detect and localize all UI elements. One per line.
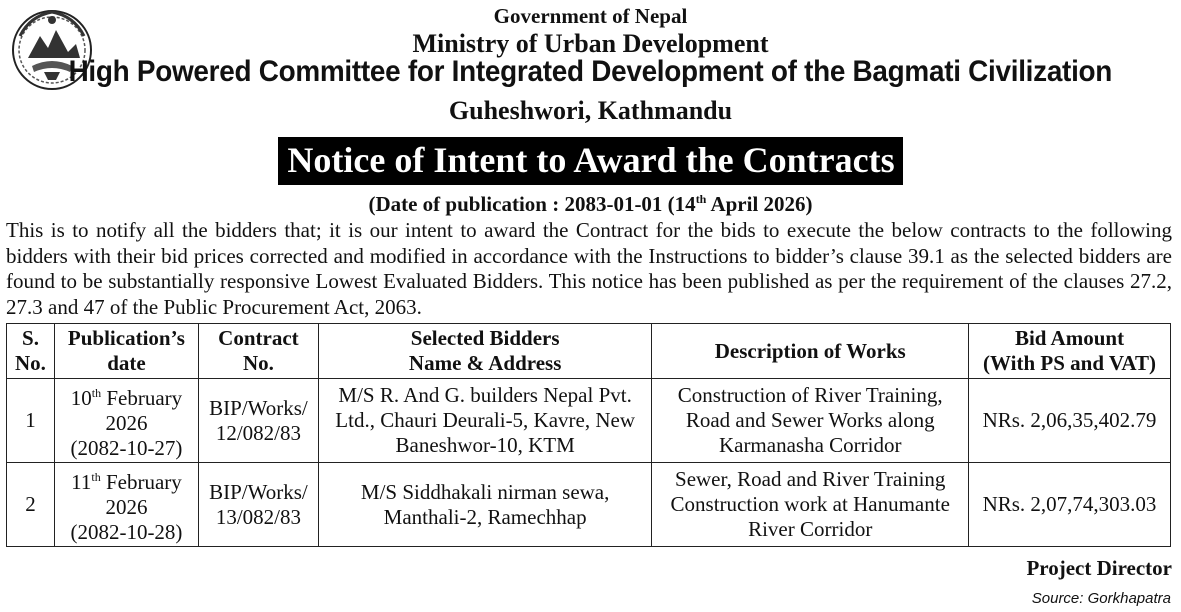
cell-bid-amount: NRs. 2,07,74,303.03 [969, 463, 1171, 547]
publication-date [0, 192, 1181, 217]
cell-bid-amount: NRs. 2,06,35,402.79 [969, 379, 1171, 463]
header-description: Description of Works [652, 324, 969, 379]
cell-description: Construction of River Training, Road and Sewer Works along Karmanasha Corridor [652, 379, 969, 463]
publication-date-prefix: (Date of publication : 2083-01-01 (14 [368, 192, 696, 216]
committee-heading: High Powered Committee for Integrated Development of the Bagmati Civilization [68, 55, 1113, 88]
table-row [7, 379, 1171, 463]
cell-publication-date: 10th February 2026 (2082-10-27) [54, 379, 198, 463]
cell-publication-date: 11th February 2026 (2082-10-28) [54, 463, 198, 547]
cell-sn: 2 [7, 463, 55, 547]
location-heading: Guheshwori, Kathmandu [448, 96, 733, 125]
cell-bidder: M/S R. And G. builders Nepal Pvt. Ltd., Chauri Deurali-5, Kavre, New Baneshwor-10, KTM [318, 379, 652, 463]
header-publication-date: Publication’s date [54, 324, 198, 379]
award-table [6, 323, 1171, 547]
signatory: Project Director [1026, 556, 1172, 580]
ministry-heading: Ministry of Urban Development [412, 29, 769, 58]
government-heading: Government of Nepal [493, 4, 688, 28]
notice-title: Notice of Intent to Award the Contracts [278, 137, 902, 185]
publication-date-suffix: April 2026) [706, 192, 813, 216]
cell-sn: 1 [7, 379, 55, 463]
cell-contract-no: BIP/Works/ 12/082/83 [198, 379, 318, 463]
header-bid-amount: Bid Amount (With PS and VAT) [969, 324, 1171, 379]
notice-body-text: This is to notify all the bidders that; it is our intent to award the Contract for the bids to execute the below contracts to the following bidders with their bid prices corrected and modified in accordance with the Instructions to bidder’s clause 39.1 as the selected bidders are found to be substantially responsive Lowest Evaluated Bidders. This notice has been published as per the requirement of the clauses 27.2, 27.3 and 47 of the Public Procurement Act, 2063. [6, 218, 1172, 319]
cell-contract-no: BIP/Works/ 13/082/83 [198, 463, 318, 547]
cell-bidder: M/S Siddhakali nirman sewa, Manthali-2, Ramechhap [318, 463, 652, 547]
header-sn: S. No. [7, 324, 55, 379]
header-contract-no: Contract No. [198, 324, 318, 379]
cell-description: Sewer, Road and River Training Construction work at Hanumante River Corridor [652, 463, 969, 547]
source-credit: Source: Gorkhapatra [1031, 590, 1171, 607]
table-row [7, 463, 1171, 547]
header-selected-bidders: Selected Bidders Name & Address [318, 324, 652, 379]
notice-title-bar [0, 137, 1181, 185]
publication-date-sup: th [695, 192, 707, 206]
table-header-row [7, 324, 1171, 379]
